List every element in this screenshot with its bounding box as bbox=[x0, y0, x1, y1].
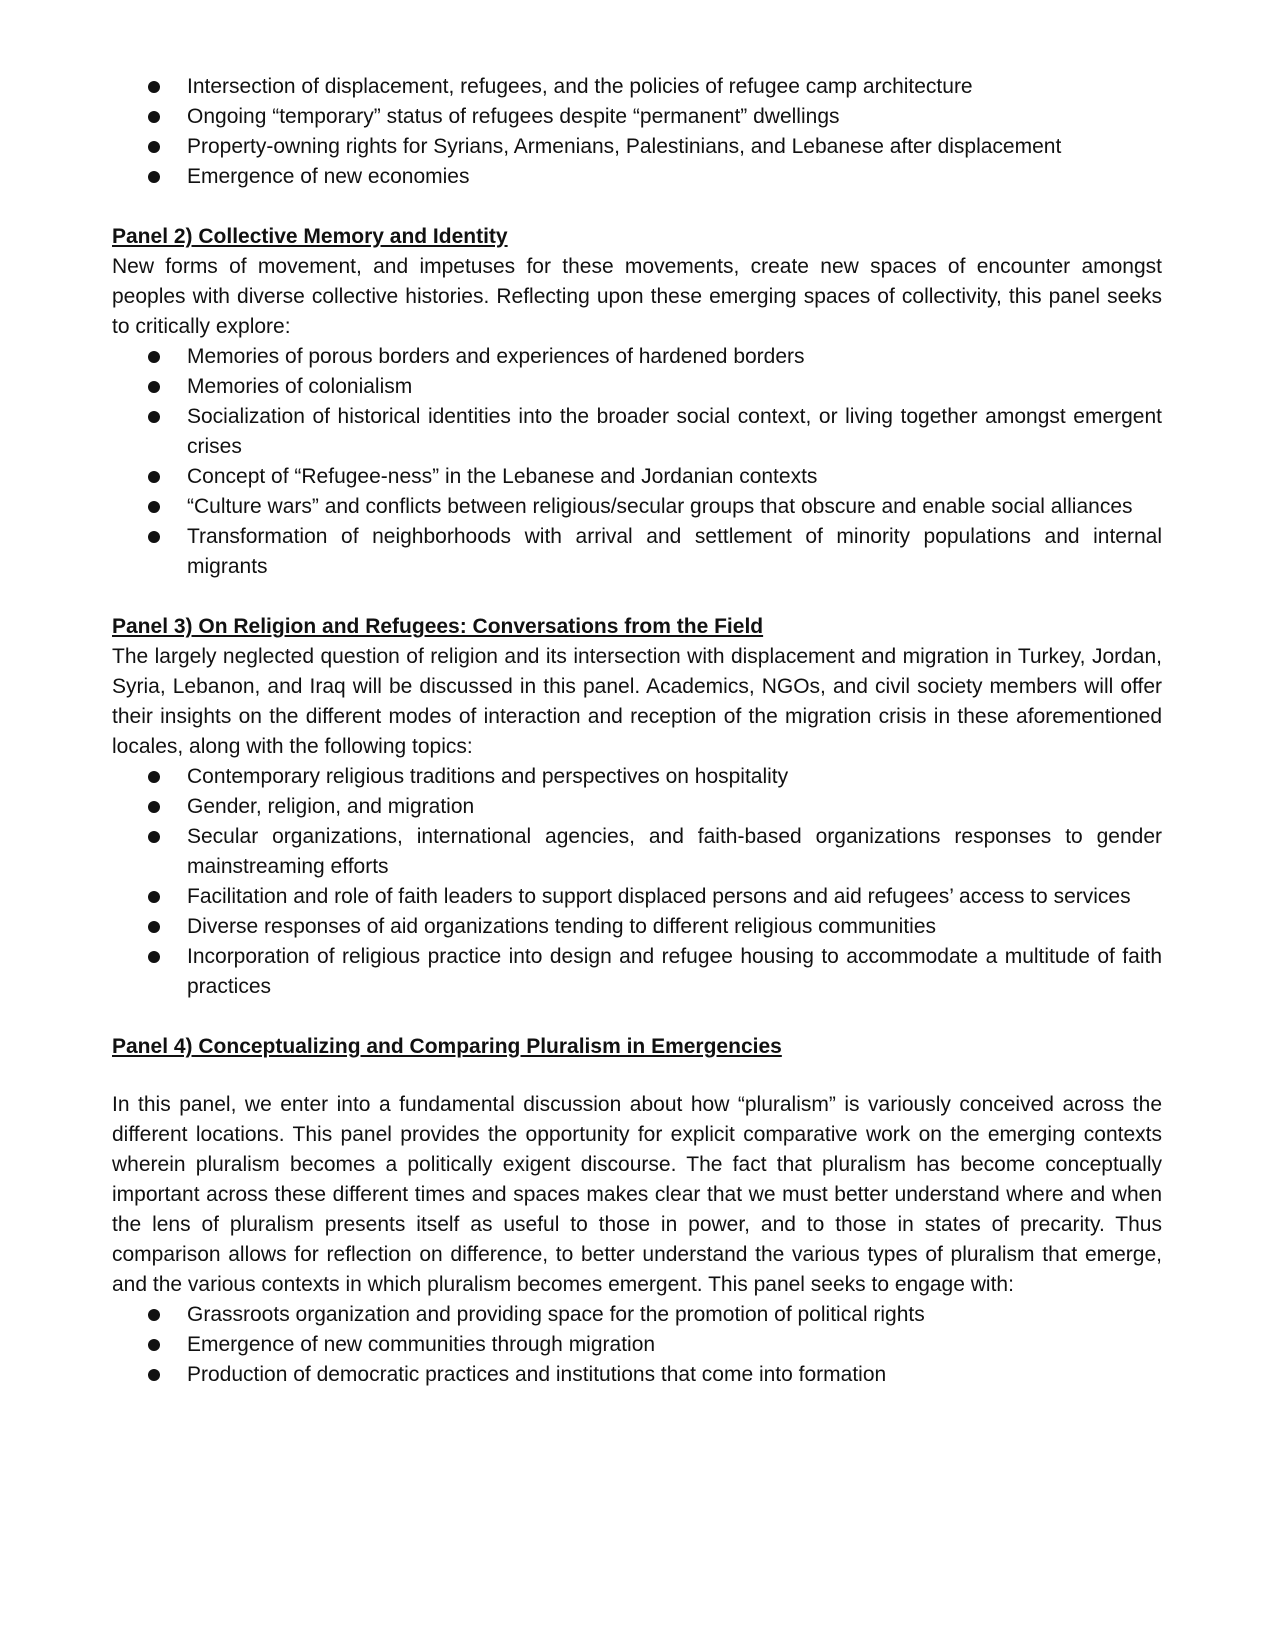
panel3-heading: Panel 3) On Religion and Refugees: Conversations from the Field bbox=[112, 615, 764, 638]
bullet-icon bbox=[148, 951, 160, 963]
bullet-icon bbox=[148, 921, 160, 933]
list-item bbox=[112, 72, 1162, 102]
panel4-heading: Panel 4) Conceptualizing and Comparing Pluralism in Emergencies bbox=[112, 1035, 782, 1058]
bullet-icon bbox=[148, 471, 160, 483]
panel2-bullet-list bbox=[112, 342, 1162, 582]
bullet-icon bbox=[148, 411, 160, 423]
list-item-text: Transformation of neighborhoods with arrival and settlement of minority populations and internal migrants bbox=[187, 525, 1162, 578]
list-item bbox=[112, 792, 1162, 822]
bullet-icon bbox=[148, 81, 160, 93]
panel4-bullet-list bbox=[112, 1300, 1162, 1390]
bullet-icon bbox=[148, 801, 160, 813]
panel3-paragraph: The largely neglected question of religion and its intersection with displacement and migration in Turkey, Jordan, Syria, Lebanon, and Iraq will be discussed in this panel. Academics, NGOs, and civil society members will offer their insights on the different modes of interaction and reception of the migration crisis in these aforementioned locales, along with the following topics: bbox=[112, 645, 1162, 758]
bullet-icon bbox=[148, 351, 160, 363]
bullet-icon bbox=[148, 1309, 160, 1321]
list-item-text: Gender, religion, and migration bbox=[187, 795, 475, 818]
list-item-text: Memories of porous borders and experiences of hardened borders bbox=[187, 345, 805, 368]
list-item bbox=[112, 1300, 1162, 1330]
bullet-icon bbox=[148, 1369, 160, 1381]
list-item bbox=[112, 372, 1162, 402]
panel3-bullet-list bbox=[112, 762, 1162, 1002]
list-item bbox=[112, 942, 1162, 1002]
list-item bbox=[112, 882, 1162, 912]
bullet-icon bbox=[148, 111, 160, 123]
list-item bbox=[112, 762, 1162, 792]
list-item bbox=[112, 342, 1162, 372]
list-item bbox=[112, 492, 1162, 522]
bullet-icon bbox=[148, 141, 160, 153]
list-item-text: Concept of “Refugee-ness” in the Lebanese and Jordanian contexts bbox=[187, 465, 818, 488]
list-item bbox=[112, 102, 1162, 132]
list-item-text: Grassroots organization and providing space for the promotion of political rights bbox=[187, 1303, 925, 1326]
list-item-text: Property-owning rights for Syrians, Armenians, Palestinians, and Lebanese after displacement bbox=[187, 135, 1062, 158]
panel2-heading: Panel 2) Collective Memory and Identity bbox=[112, 225, 508, 248]
bullet-icon bbox=[148, 171, 160, 183]
list-item-text: Intersection of displacement, refugees, and the policies of refugee camp architecture bbox=[187, 75, 973, 98]
bullet-icon bbox=[148, 1339, 160, 1351]
list-item bbox=[112, 462, 1162, 492]
panel4-paragraph: In this panel, we enter into a fundamental discussion about how “pluralism” is variously conceived across the different locations. This panel provides the opportunity for explicit comparative work on the emerging contexts wherein pluralism becomes a politically exigent discourse. The fact that pluralism has become conceptually important across these different times and spaces makes clear that we must better understand where and when the lens of pluralism presents itself as useful to those in power, and to those in states of precarity. Thus comparison allows for reflection on difference, to better understand the various types of pluralism that emerge, and the various contexts in which pluralism becomes emergent. This panel seeks to engage with: bbox=[112, 1093, 1162, 1296]
list-item-text: “Culture wars” and conflicts between religious/secular groups that obscure and enable social alliances bbox=[187, 495, 1133, 518]
list-item-text: Socialization of historical identities into the broader social context, or living together amongst emergent crises bbox=[187, 405, 1162, 458]
list-item-text: Incorporation of religious practice into design and refugee housing to accommodate a multitude of faith practices bbox=[187, 945, 1162, 998]
list-item bbox=[112, 912, 1162, 942]
bullet-icon bbox=[148, 771, 160, 783]
bullet-icon bbox=[148, 381, 160, 393]
bullet-icon bbox=[148, 501, 160, 513]
list-item-text: Secular organizations, international agencies, and faith-based organizations responses to gender mainstreaming efforts bbox=[187, 825, 1162, 878]
bullet-icon bbox=[148, 531, 160, 543]
bullet-icon bbox=[148, 831, 160, 843]
list-item bbox=[112, 1360, 1162, 1390]
list-item bbox=[112, 822, 1162, 882]
list-item-text: Ongoing “temporary” status of refugees despite “permanent” dwellings bbox=[187, 105, 840, 128]
list-item-text: Memories of colonialism bbox=[187, 375, 413, 398]
list-item bbox=[112, 1330, 1162, 1360]
intro-bullet-list bbox=[112, 72, 1162, 192]
bullet-icon bbox=[148, 891, 160, 903]
list-item bbox=[112, 132, 1162, 162]
document-page bbox=[112, 72, 1162, 1390]
panel2-paragraph: New forms of movement, and impetuses for these movements, create new spaces of encounter amongst peoples with diverse collective histories. Reflecting upon these emerging spaces of collectivity, this panel seeks to critically explore: bbox=[112, 255, 1162, 338]
list-item bbox=[112, 402, 1162, 462]
list-item-text: Production of democratic practices and institutions that come into formation bbox=[187, 1363, 887, 1386]
list-item-text: Emergence of new communities through migration bbox=[187, 1333, 656, 1356]
list-item bbox=[112, 522, 1162, 582]
list-item bbox=[112, 162, 1162, 192]
list-item-text: Emergence of new economies bbox=[187, 165, 470, 188]
list-item-text: Facilitation and role of faith leaders to support displaced persons and aid refugees’ access to services bbox=[187, 885, 1131, 908]
list-item-text: Contemporary religious traditions and perspectives on hospitality bbox=[187, 765, 789, 788]
list-item-text: Diverse responses of aid organizations tending to different religious communities bbox=[187, 915, 937, 938]
